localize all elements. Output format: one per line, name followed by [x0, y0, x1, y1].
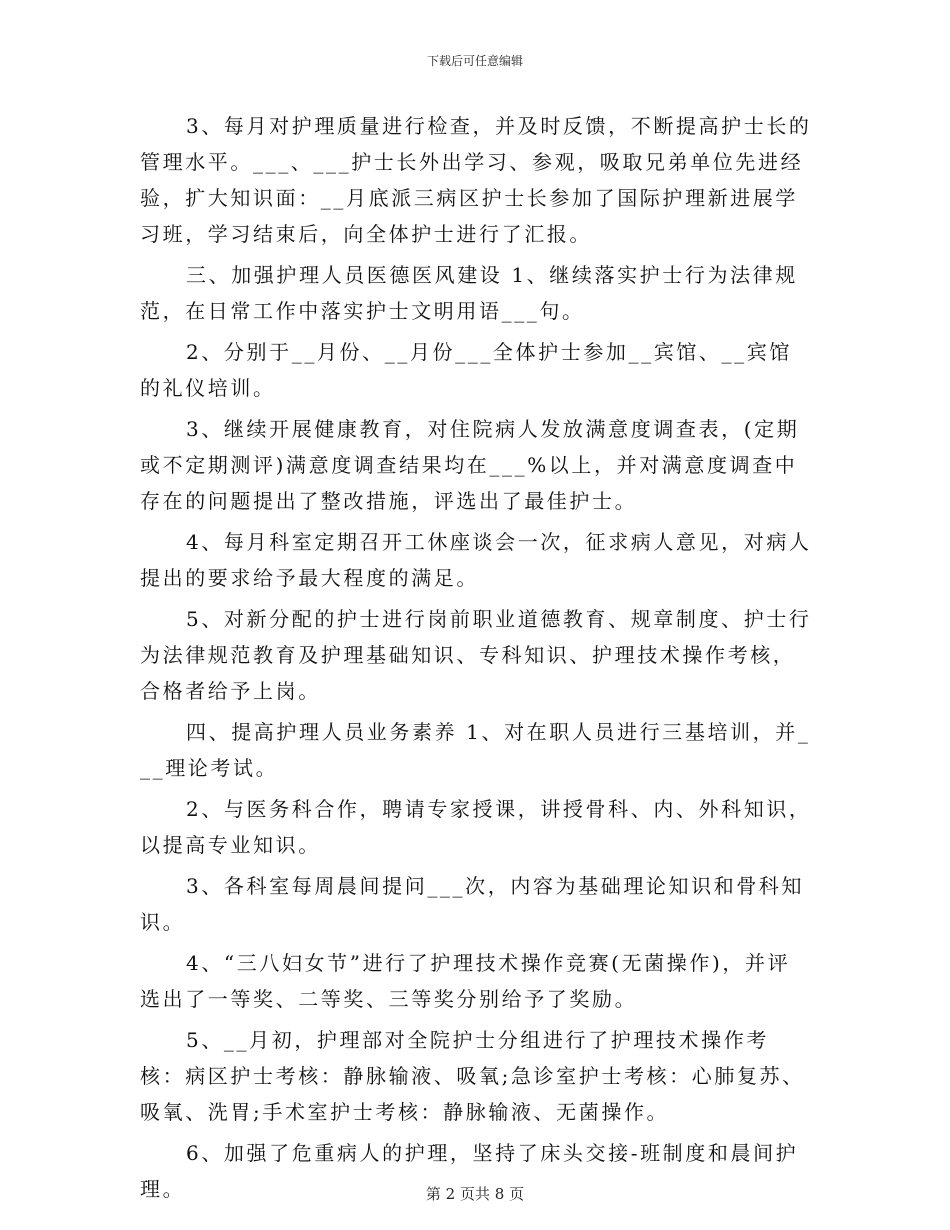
paragraph-12: 6、加强了危重病人的护理，坚持了床头交接-班制度和晨间护理。 — [140, 1141, 799, 1201]
paragraph-2: 三、加强护理人员医德医风建设 1、继续落实护士行为法律规范，在日常工作中落实护士文明用语___句。 — [140, 263, 798, 323]
paragraph-7: 四、提高护理人员业务素养 1、对在职人员进行三基培训，并___理论考试。 — [140, 720, 811, 780]
paragraph-1: 3、每月对护理质量进行检查，并及时反馈，不断提高护士长的管理水平。___、___护士长外出学习、参观，吸取兄弟单位先进经验，扩大知识面：__月底派三病区护士长参加了国际护理新进展学习班，学习结束后，向全体护士进行了汇报。 — [140, 114, 812, 246]
paragraph-3: 2、分别于__月份、__月份___全体护士参加__宾馆、__宾馆的礼仪培训。 — [140, 340, 792, 400]
page-number-footer: 第 2 页共 8 页 — [425, 1185, 525, 1203]
paragraph-6: 5、对新分配的护士进行岗前职业道德教育、规章制度、护士行为法律规范教育及护理基础知识、专科知识、护理技术操作考核，合格者给予上岗。 — [140, 607, 812, 703]
paragraph-8: 2、与医务科合作，聘请专家授课，讲授骨科、内、外科知识，以提高专业知识。 — [140, 797, 812, 857]
page-header: 下载后可任意编辑 — [426, 54, 523, 68]
document-body — [140, 108, 812, 1212]
paragraph-9: 3、各科室每周晨间提问___次，内容为基础理论知识和骨科知识。 — [140, 874, 805, 934]
paragraph-5: 4、每月科室定期召开工休座谈会一次，征求病人意见，对病人提出的要求给予最大程度的满足。 — [140, 530, 812, 590]
paragraph-10: 4、“三八妇女节”进行了护理技术操作竞赛(无菌操作)，并评选出了一等奖、二等奖、三等奖分别给予了奖励。 — [140, 951, 791, 1011]
paragraph-4: 3、继续开展健康教育，对住院病人发放满意度调查表，(定期或不定期测评)满意度调查结果均在___%以上，并对满意度调查中存在的问题提出了整改措施，评选出了最佳护士。 — [140, 417, 800, 513]
paragraph-11: 5、__月初，护理部对全院护士分组进行了护理技术操作考核：病区护士考核：静脉输液、吸氧;急诊室护士考核：心肺复苏、吸氧、洗胃;手术室护士考核：静脉输液、无菌操作。 — [140, 1028, 805, 1124]
